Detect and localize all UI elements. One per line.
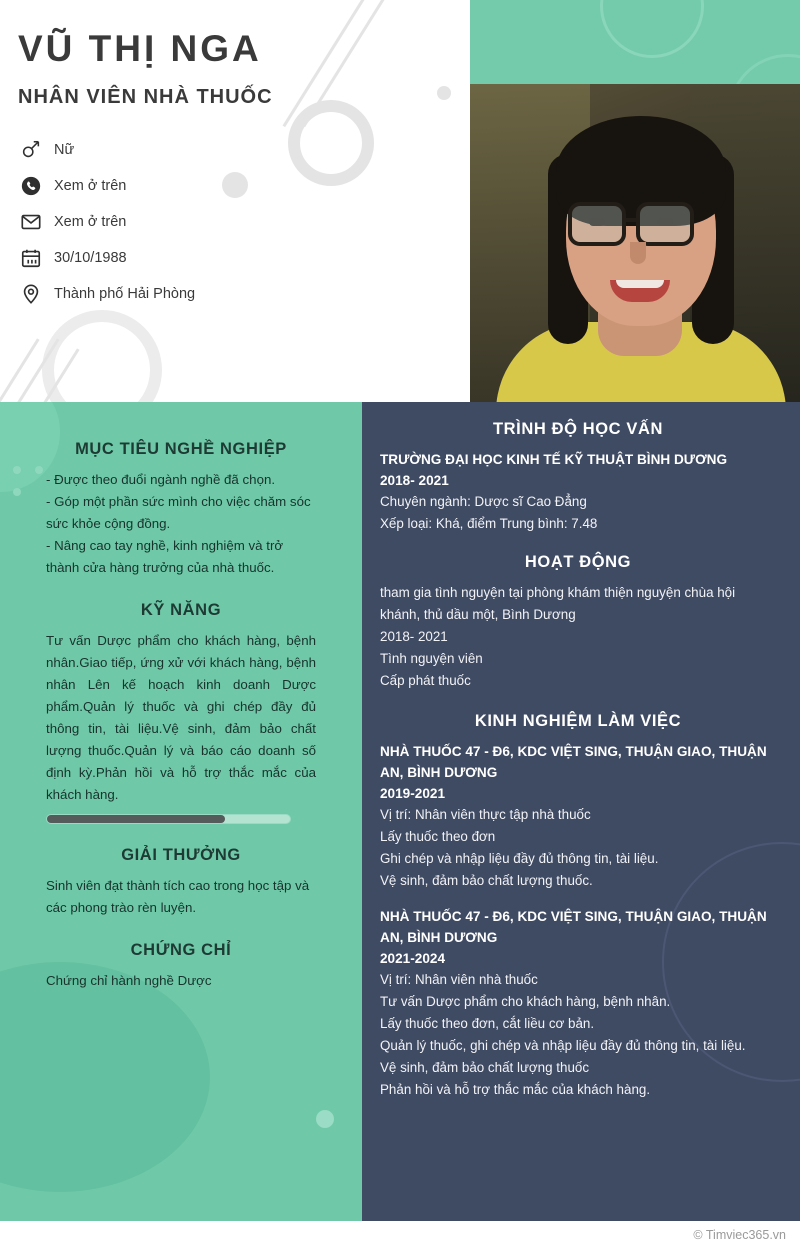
decor-ring bbox=[600, 0, 704, 58]
experience-line: Ghi chép và nhập liệu đầy đủ thông tin, tài liệu. bbox=[380, 851, 659, 866]
experience-item bbox=[380, 906, 776, 1101]
objective-line-3: - Nâng cao tay nghề, kinh nghiệm và trở thành cửa hàng trưởng của nhà thuốc. bbox=[46, 538, 284, 575]
section-title-objective: MỤC TIÊU NGHỀ NGHIỆP bbox=[75, 440, 287, 458]
calendar-icon bbox=[18, 245, 44, 271]
experience-line: Quản lý thuốc, ghi chép và nhập liệu đầy đủ thông tin, tài liệu. bbox=[380, 1038, 746, 1053]
awards-text: Sinh viên đạt thành tích cao trong học tập và các phong trào rèn luyện. bbox=[46, 878, 310, 915]
contact-value: Nữ bbox=[54, 142, 75, 158]
experience-line: Vị trí: Nhân viên thực tập nhà thuốc bbox=[380, 807, 591, 822]
page-title: VŨ THỊ NGA bbox=[18, 28, 262, 69]
section-title-skills: KỸ NĂNG bbox=[140, 601, 222, 619]
section-awards bbox=[46, 846, 316, 919]
email-icon bbox=[18, 209, 44, 235]
objective-line-1: - Được theo đuổi ngành nghề đã chọn. bbox=[46, 472, 276, 487]
section-title-experience: KINH NGHIỆM LÀM VIỆC bbox=[474, 712, 682, 730]
phone-icon bbox=[18, 173, 44, 199]
contact-value: 30/10/1988 bbox=[54, 250, 127, 266]
certificates-text: Chứng chỉ hành nghề Dược bbox=[46, 973, 212, 988]
experience-line: Tư vấn Dược phẩm cho khách hàng, bệnh nhân. bbox=[380, 994, 671, 1009]
cv-header bbox=[0, 0, 800, 402]
decor-dot bbox=[437, 86, 451, 100]
experience-company: NHÀ THUỐC 47 - Đ6, KDC VIỆT SING, THUẬN GIAO, THUẬN AN, BÌNH DƯƠNG bbox=[380, 744, 767, 780]
activities-line-4: Cấp phát thuốc bbox=[380, 673, 471, 688]
section-title-certificates: CHỨNG CHỈ bbox=[130, 941, 232, 959]
experience-line: Vệ sinh, đảm bảo chất lượng thuốc bbox=[380, 1060, 590, 1075]
contact-item-phone bbox=[18, 168, 448, 204]
decor-dot bbox=[316, 1110, 334, 1128]
experience-line: Lấy thuốc theo đơn bbox=[380, 829, 496, 844]
job-title: NHÂN VIÊN NHÀ THUỐC bbox=[18, 86, 273, 108]
experience-line: Lấy thuốc theo đơn, cắt liều cơ bản. bbox=[380, 1016, 595, 1031]
objective-line-2: - Góp một phần sức mình cho việc chăm sóc sức khỏe cộng đồng. bbox=[46, 494, 311, 531]
contact-value: Xem ở trên bbox=[54, 214, 127, 230]
contact-list bbox=[18, 132, 448, 312]
profile-photo bbox=[470, 84, 800, 402]
education-major: Chuyên ngành: Dược sĩ Cao Đẳng bbox=[380, 494, 587, 509]
contact-item-email bbox=[18, 204, 448, 240]
section-activities bbox=[380, 553, 776, 692]
decor-ring bbox=[42, 310, 162, 402]
section-education bbox=[380, 420, 776, 535]
contact-value: Thành phố Hải Phòng bbox=[54, 286, 196, 302]
experience-item bbox=[380, 741, 776, 892]
section-title-awards: GIẢI THƯỞNG bbox=[121, 846, 241, 864]
decor-line bbox=[0, 338, 40, 402]
contact-value: Xem ở trên bbox=[54, 178, 127, 194]
skills-text: Tư vấn Dược phẩm cho khách hàng, bệnh nhân.Giao tiếp, ứng xử với khách hàng, bệnh nhân Lên kế hoạch kinh doanh Dược phẩm.Quản lý thuốc và ghi chép đầy đủ thông tin, tài liệu.Vệ sinh, đảm bảo chất lượng thuốc.Quản lý và báo cáo doanh số định kỳ.Phản hồi và hỗ trợ thắc mắc của khách hàng. bbox=[46, 633, 316, 802]
education-period: 2018- 2021 bbox=[380, 473, 449, 488]
experience-period: 2019-2021 bbox=[380, 786, 446, 801]
contact-item-birthdate bbox=[18, 240, 448, 276]
experience-line: Vị trí: Nhân viên nhà thuốc bbox=[380, 972, 538, 987]
experience-line: Phản hồi và hỗ trợ thắc mắc của khách hàng. bbox=[380, 1082, 651, 1097]
right-column bbox=[362, 402, 800, 1221]
activities-line-3: Tình nguyện viên bbox=[380, 651, 483, 666]
left-column bbox=[0, 402, 362, 1221]
decor-blob bbox=[0, 962, 210, 1192]
activities-line-1: tham gia tình nguyện tại phòng khám thiện nguyện chùa hội khánh, thủ dầu một, Bình Dương bbox=[380, 585, 736, 622]
scrollbar-thumb[interactable] bbox=[47, 815, 225, 823]
contact-item-gender bbox=[18, 132, 448, 168]
section-title-activities: HOẠT ĐỘNG bbox=[524, 553, 632, 571]
skills-scrollbar[interactable] bbox=[46, 814, 291, 824]
education-grade: Xếp loại: Khá, điểm Trung bình: 7.48 bbox=[380, 516, 598, 531]
contact-item-location bbox=[18, 276, 448, 312]
footer bbox=[0, 1221, 800, 1249]
education-school: TRƯỜNG ĐẠI HỌC KINH TẾ KỸ THUẬT BÌNH DƯƠNG bbox=[380, 452, 728, 467]
section-certificates bbox=[46, 941, 316, 992]
experience-period: 2021-2024 bbox=[380, 951, 446, 966]
location-pin-icon bbox=[18, 281, 44, 307]
activities-line-2: 2018- 2021 bbox=[380, 629, 448, 644]
section-experience bbox=[380, 712, 776, 1101]
footer-credit: © Timviec365.vn bbox=[693, 1228, 786, 1242]
gender-icon bbox=[18, 137, 44, 163]
section-skills bbox=[46, 601, 316, 824]
experience-company: NHÀ THUỐC 47 - Đ6, KDC VIỆT SING, THUẬN GIAO, THUẬN AN, BÌNH DƯƠNG bbox=[380, 909, 767, 945]
experience-line: Vệ sinh, đảm bảo chất lượng thuốc. bbox=[380, 873, 593, 888]
section-objective bbox=[46, 440, 316, 579]
section-title-education: TRÌNH ĐỘ HỌC VẤN bbox=[492, 420, 663, 438]
